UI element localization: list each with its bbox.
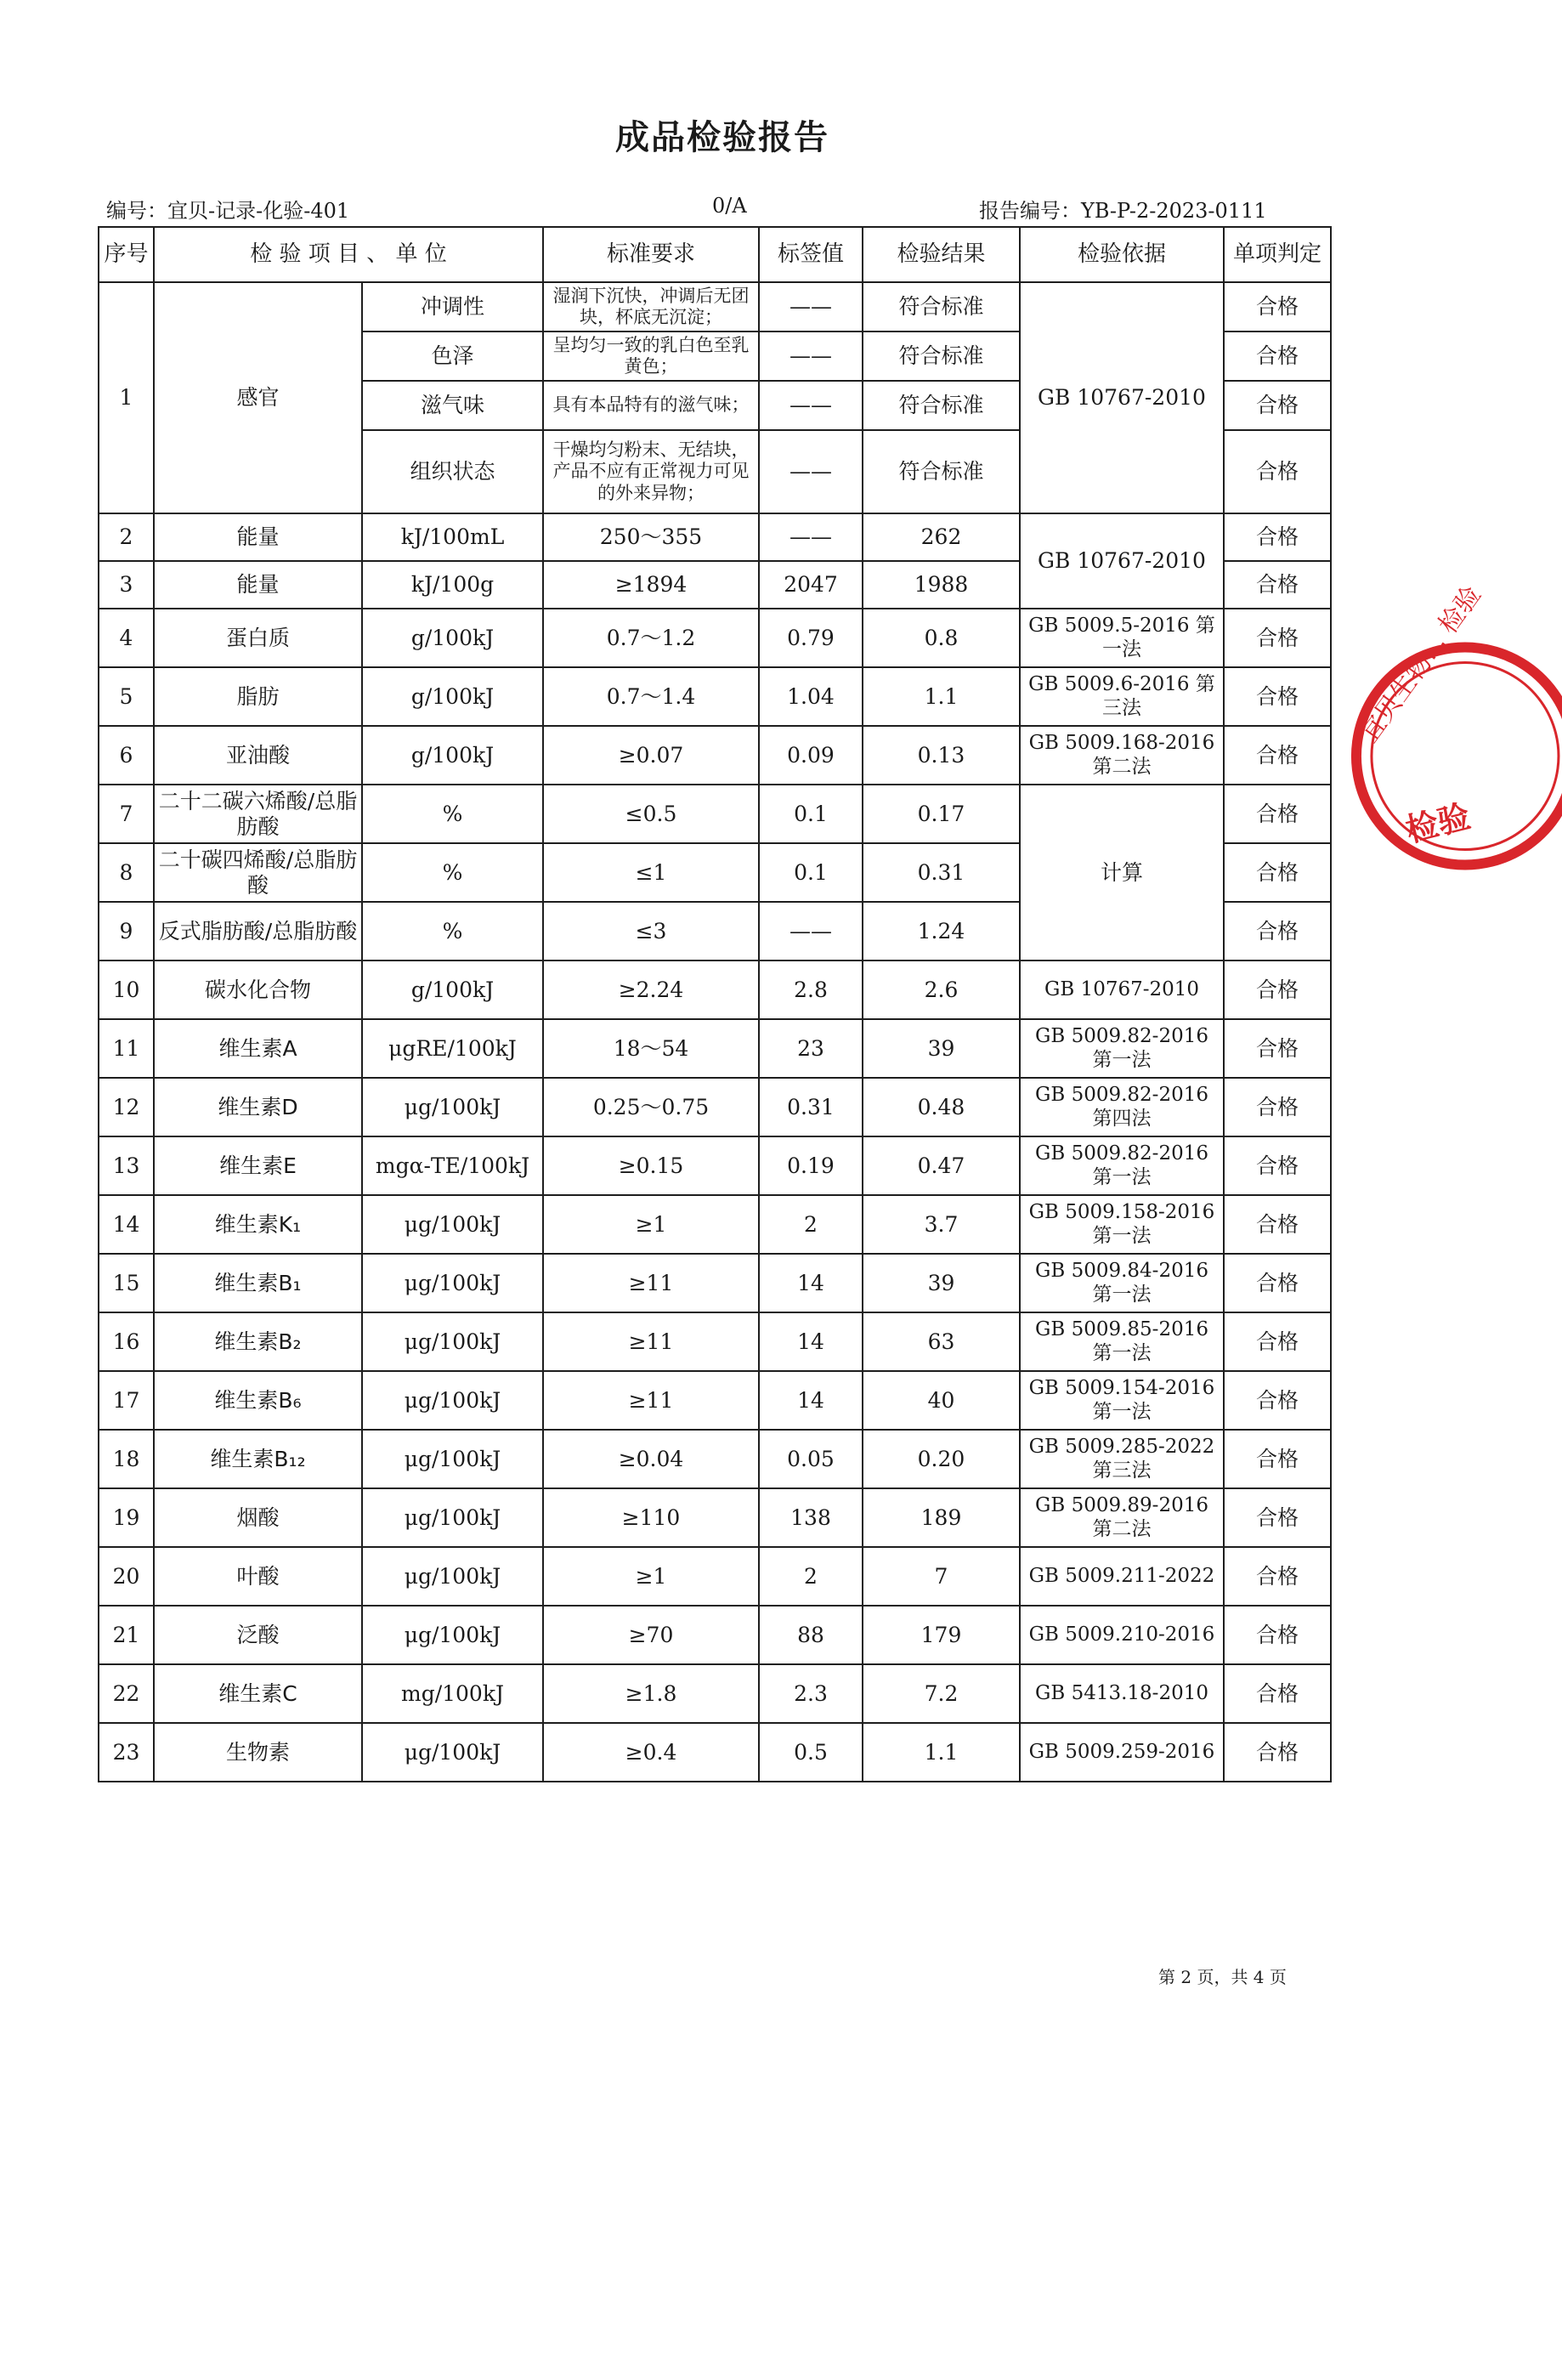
judgment-cell: 合格 — [1224, 1136, 1331, 1195]
label-value-cell: —— — [759, 332, 863, 381]
version-number: 0/A — [712, 194, 747, 218]
item-cell: 维生素B₁₂ — [154, 1430, 362, 1488]
item-cell: 维生素B₁ — [154, 1254, 362, 1312]
result-cell: 7 — [863, 1547, 1020, 1606]
header-basis: 检验依据 — [1020, 227, 1224, 282]
table-row — [99, 1723, 1331, 1782]
label-value-cell: 0.09 — [759, 726, 863, 785]
item-cell: 维生素E — [154, 1136, 362, 1195]
requirement-cell: ≥2.24 — [543, 960, 759, 1019]
item-cell: 蛋白质 — [154, 609, 362, 667]
requirement-cell: 18～54 — [543, 1019, 759, 1078]
requirement-cell: ≥11 — [543, 1312, 759, 1371]
report-title: 成品检验报告 — [615, 118, 829, 157]
label-value-cell: —— — [759, 282, 863, 332]
table-row — [99, 1547, 1331, 1606]
basis-cell: 计算 — [1020, 785, 1224, 960]
judgment-cell: 合格 — [1224, 282, 1331, 332]
judgment-cell: 合格 — [1224, 430, 1331, 513]
result-cell: 39 — [863, 1019, 1020, 1078]
seq-cell: 22 — [99, 1664, 154, 1723]
label-value-cell: 23 — [759, 1019, 863, 1078]
sub-item-cell: 滋气味 — [362, 381, 543, 430]
result-cell: 符合标准 — [863, 332, 1020, 381]
label-value-cell: 0.79 — [759, 609, 863, 667]
unit-cell: g/100kJ — [362, 667, 543, 726]
item-cell: 泛酸 — [154, 1606, 362, 1664]
judgment-cell: 合格 — [1224, 1723, 1331, 1782]
seq-cell: 12 — [99, 1078, 154, 1136]
result-cell: 0.13 — [863, 726, 1020, 785]
label-value-cell: 88 — [759, 1606, 863, 1664]
result-cell: 189 — [863, 1488, 1020, 1547]
header-label-value: 标签值 — [759, 227, 863, 282]
seq-cell: 2 — [99, 513, 154, 561]
item-cell: 脂肪 — [154, 667, 362, 726]
seq-cell: 5 — [99, 667, 154, 726]
basis-cell: GB 10767-2010 — [1020, 513, 1224, 609]
seq-cell: 4 — [99, 609, 154, 667]
table-row — [99, 1019, 1331, 1078]
result-cell: 0.47 — [863, 1136, 1020, 1195]
table-row — [99, 282, 1331, 332]
label-value-cell: 0.1 — [759, 843, 863, 902]
table-row — [99, 1664, 1331, 1723]
judgment-cell: 合格 — [1224, 726, 1331, 785]
table-row — [99, 1488, 1331, 1547]
label-value-cell: —— — [759, 513, 863, 561]
seq-cell: 14 — [99, 1195, 154, 1254]
item-cell: 维生素B₆ — [154, 1371, 362, 1430]
table-row — [99, 1312, 1331, 1371]
item-cell: 二十二碳六烯酸/总脂肪酸 — [154, 785, 362, 843]
result-cell: 1988 — [863, 561, 1020, 609]
requirement-cell: 呈均匀一致的乳白色至乳黄色； — [543, 332, 759, 381]
seq-cell: 10 — [99, 960, 154, 1019]
requirement-cell: ≥70 — [543, 1606, 759, 1664]
basis-cell: GB 5009.82-2016 第四法 — [1020, 1078, 1224, 1136]
result-cell: 符合标准 — [863, 282, 1020, 332]
requirement-cell: ≥1 — [543, 1547, 759, 1606]
judgment-cell: 合格 — [1224, 1078, 1331, 1136]
header-item-unit: 检 验 项 目 、 单 位 — [154, 227, 543, 282]
judgment-cell: 合格 — [1224, 960, 1331, 1019]
basis-cell: GB 10767-2010 — [1020, 960, 1224, 1019]
header-judgment: 单项判定 — [1224, 227, 1331, 282]
requirement-cell: ≥1894 — [543, 561, 759, 609]
sub-item-cell: 色泽 — [362, 332, 543, 381]
table-row — [99, 1430, 1331, 1488]
requirement-cell: ≥0.4 — [543, 1723, 759, 1782]
stamp-bottom-text: 检验 — [1401, 797, 1474, 850]
page-indicator: 第 2 页，共 4 页 — [1158, 1967, 1287, 1987]
judgment-cell: 合格 — [1224, 1606, 1331, 1664]
label-value-cell: 2.8 — [759, 960, 863, 1019]
result-cell: 40 — [863, 1371, 1020, 1430]
item-cell: 生物素 — [154, 1723, 362, 1782]
requirement-cell: ≥110 — [543, 1488, 759, 1547]
label-value-cell: 14 — [759, 1254, 863, 1312]
sub-item-cell: 组织状态 — [362, 430, 543, 513]
requirement-cell: 250～355 — [543, 513, 759, 561]
table-row — [99, 960, 1331, 1019]
seq-cell: 8 — [99, 843, 154, 902]
unit-cell: μg/100kJ — [362, 1312, 543, 1371]
judgment-cell: 合格 — [1224, 561, 1331, 609]
basis-cell: GB 5009.210-2016 — [1020, 1606, 1224, 1664]
table-row — [99, 609, 1331, 667]
item-cell: 反式脂肪酸/总脂肪酸 — [154, 902, 362, 960]
result-cell: 符合标准 — [863, 381, 1020, 430]
stamp-text: “宜贝生物... 检验 — [1346, 581, 1487, 759]
judgment-cell: 合格 — [1224, 1195, 1331, 1254]
requirement-cell: ≥0.07 — [543, 726, 759, 785]
result-cell: 符合标准 — [863, 430, 1020, 513]
judgment-cell: 合格 — [1224, 1664, 1331, 1723]
judgment-cell: 合格 — [1224, 1430, 1331, 1488]
label-value-cell: 2 — [759, 1547, 863, 1606]
label-value-cell: —— — [759, 430, 863, 513]
result-cell: 7.2 — [863, 1664, 1020, 1723]
result-cell: 0.17 — [863, 785, 1020, 843]
label-value-cell: 0.1 — [759, 785, 863, 843]
requirement-cell: ≥1 — [543, 1195, 759, 1254]
unit-cell: μg/100kJ — [362, 1723, 543, 1782]
item-cell: 碳水化合物 — [154, 960, 362, 1019]
judgment-cell: 合格 — [1224, 609, 1331, 667]
result-cell: 63 — [863, 1312, 1020, 1371]
requirement-cell: ≥0.04 — [543, 1430, 759, 1488]
unit-cell: mg/100kJ — [362, 1664, 543, 1723]
basis-cell: GB 5413.18-2010 — [1020, 1664, 1224, 1723]
unit-cell: μg/100kJ — [362, 1078, 543, 1136]
basis-cell: GB 5009.6-2016 第三法 — [1020, 667, 1224, 726]
judgment-cell: 合格 — [1224, 902, 1331, 960]
table-row — [99, 1254, 1331, 1312]
basis-cell: GB 5009.82-2016 第一法 — [1020, 1019, 1224, 1078]
label-value-cell: 0.31 — [759, 1078, 863, 1136]
requirement-cell: 0.25～0.75 — [543, 1078, 759, 1136]
unit-cell: μg/100kJ — [362, 1430, 543, 1488]
result-cell: 2.6 — [863, 960, 1020, 1019]
table-row — [99, 1371, 1331, 1430]
result-cell: 1.1 — [863, 667, 1020, 726]
unit-cell: kJ/100mL — [362, 513, 543, 561]
result-cell: 0.8 — [863, 609, 1020, 667]
requirement-cell: 湿润下沉快，冲调后无团块，杯底无沉淀； — [543, 282, 759, 332]
item-cell: 能量 — [154, 513, 362, 561]
unit-cell: μgRE/100kJ — [362, 1019, 543, 1078]
result-cell: 262 — [863, 513, 1020, 561]
result-cell: 1.1 — [863, 1723, 1020, 1782]
seq-cell: 16 — [99, 1312, 154, 1371]
unit-cell: kJ/100g — [362, 561, 543, 609]
document-number: 编号：宜贝-记录-化验-401 — [106, 199, 350, 223]
item-cell: 维生素C — [154, 1664, 362, 1723]
seq-cell: 9 — [99, 902, 154, 960]
item-cell: 能量 — [154, 561, 362, 609]
unit-cell: μg/100kJ — [362, 1195, 543, 1254]
label-value-cell: 0.05 — [759, 1430, 863, 1488]
basis-cell: GB 5009.211-2022 — [1020, 1547, 1224, 1606]
unit-cell: μg/100kJ — [362, 1254, 543, 1312]
seq-cell: 17 — [99, 1371, 154, 1430]
requirement-cell: ≤1 — [543, 843, 759, 902]
label-value-cell: —— — [759, 381, 863, 430]
unit-cell: μg/100kJ — [362, 1488, 543, 1547]
result-cell: 0.20 — [863, 1430, 1020, 1488]
unit-cell: μg/100kJ — [362, 1371, 543, 1430]
unit-cell: g/100kJ — [362, 726, 543, 785]
label-value-cell: 0.19 — [759, 1136, 863, 1195]
table-row — [99, 667, 1331, 726]
basis-cell: GB 5009.85-2016 第一法 — [1020, 1312, 1224, 1371]
basis-cell: GB 5009.84-2016 第一法 — [1020, 1254, 1224, 1312]
requirement-cell: ≤3 — [543, 902, 759, 960]
requirement-cell: 干燥均匀粉末、无结块，产品不应有正常视力可见的外来异物； — [543, 430, 759, 513]
result-cell: 0.48 — [863, 1078, 1020, 1136]
judgment-cell: 合格 — [1224, 785, 1331, 843]
seq-cell: 20 — [99, 1547, 154, 1606]
basis-cell: GB 10767-2010 — [1020, 282, 1224, 513]
table-row — [99, 1078, 1331, 1136]
judgment-cell: 合格 — [1224, 513, 1331, 561]
seq-cell: 19 — [99, 1488, 154, 1547]
seq-cell: 1 — [99, 282, 154, 513]
seq-cell: 15 — [99, 1254, 154, 1312]
basis-cell: GB 5009.89-2016 第二法 — [1020, 1488, 1224, 1547]
table-row — [99, 785, 1331, 843]
result-cell: 1.24 — [863, 902, 1020, 960]
seq-cell: 6 — [99, 726, 154, 785]
item-cell: 维生素K₁ — [154, 1195, 362, 1254]
label-value-cell: 1.04 — [759, 667, 863, 726]
result-cell: 179 — [863, 1606, 1020, 1664]
label-value-cell: 14 — [759, 1371, 863, 1430]
seq-cell: 21 — [99, 1606, 154, 1664]
judgment-cell: 合格 — [1224, 1371, 1331, 1430]
unit-cell: % — [362, 843, 543, 902]
judgment-cell: 合格 — [1224, 843, 1331, 902]
item-cell: 维生素A — [154, 1019, 362, 1078]
result-cell: 0.31 — [863, 843, 1020, 902]
requirement-cell: ≥11 — [543, 1371, 759, 1430]
header-requirement: 标准要求 — [543, 227, 759, 282]
result-cell: 3.7 — [863, 1195, 1020, 1254]
label-value-cell: —— — [759, 902, 863, 960]
basis-cell: GB 5009.82-2016 第一法 — [1020, 1136, 1224, 1195]
table-row — [99, 513, 1331, 561]
basis-cell: GB 5009.285-2022 第三法 — [1020, 1430, 1224, 1488]
item-cell: 二十碳四烯酸/总脂肪酸 — [154, 843, 362, 902]
judgment-cell: 合格 — [1224, 667, 1331, 726]
inspection-stamp — [1310, 581, 1562, 911]
label-value-cell: 2 — [759, 1195, 863, 1254]
seq-cell: 3 — [99, 561, 154, 609]
result-cell: 39 — [863, 1254, 1020, 1312]
seq-cell: 11 — [99, 1019, 154, 1078]
requirement-cell: ≥0.15 — [543, 1136, 759, 1195]
unit-cell: % — [362, 902, 543, 960]
judgment-cell: 合格 — [1224, 381, 1331, 430]
requirement-cell: ≥11 — [543, 1254, 759, 1312]
label-value-cell: 138 — [759, 1488, 863, 1547]
basis-cell: GB 5009.158-2016 第一法 — [1020, 1195, 1224, 1254]
basis-cell: GB 5009.168-2016 第二法 — [1020, 726, 1224, 785]
item-cell: 亚油酸 — [154, 726, 362, 785]
judgment-cell: 合格 — [1224, 332, 1331, 381]
table-row — [99, 1136, 1331, 1195]
label-value-cell: 2047 — [759, 561, 863, 609]
unit-cell: mgα-TE/100kJ — [362, 1136, 543, 1195]
report-number: 报告编号：YB-P-2-2023-0111 — [979, 199, 1267, 223]
seq-cell: 7 — [99, 785, 154, 843]
sub-item-cell: 冲调性 — [362, 282, 543, 332]
requirement-cell: ≥1.8 — [543, 1664, 759, 1723]
table-row — [99, 1195, 1331, 1254]
unit-cell: g/100kJ — [362, 960, 543, 1019]
header-seq: 序号 — [99, 227, 154, 282]
basis-cell: GB 5009.259-2016 — [1020, 1723, 1224, 1782]
table-row — [99, 726, 1331, 785]
requirement-cell: 0.7～1.4 — [543, 667, 759, 726]
label-value-cell: 0.5 — [759, 1723, 863, 1782]
unit-cell: μg/100kJ — [362, 1547, 543, 1606]
table-header-row — [99, 227, 1331, 282]
seq-cell: 18 — [99, 1430, 154, 1488]
item-cell: 烟酸 — [154, 1488, 362, 1547]
inspection-table — [98, 226, 1332, 1782]
table-row — [99, 1606, 1331, 1664]
label-value-cell: 2.3 — [759, 1664, 863, 1723]
requirement-cell: ≤0.5 — [543, 785, 759, 843]
judgment-cell: 合格 — [1224, 1312, 1331, 1371]
item-cell: 维生素D — [154, 1078, 362, 1136]
unit-cell: μg/100kJ — [362, 1606, 543, 1664]
judgment-cell: 合格 — [1224, 1547, 1331, 1606]
item-cell: 维生素B₂ — [154, 1312, 362, 1371]
seq-cell: 13 — [99, 1136, 154, 1195]
judgment-cell: 合格 — [1224, 1488, 1331, 1547]
judgment-cell: 合格 — [1224, 1254, 1331, 1312]
unit-cell: g/100kJ — [362, 609, 543, 667]
label-value-cell: 14 — [759, 1312, 863, 1371]
item-cell: 感官 — [154, 282, 362, 513]
unit-cell: % — [362, 785, 543, 843]
seq-cell: 23 — [99, 1723, 154, 1782]
judgment-cell: 合格 — [1224, 1019, 1331, 1078]
requirement-cell: 具有本品特有的滋气味； — [543, 381, 759, 430]
basis-cell: GB 5009.154-2016 第一法 — [1020, 1371, 1224, 1430]
requirement-cell: 0.7～1.2 — [543, 609, 759, 667]
basis-cell: GB 5009.5-2016 第一法 — [1020, 609, 1224, 667]
item-cell: 叶酸 — [154, 1547, 362, 1606]
header-result: 检验结果 — [863, 227, 1020, 282]
